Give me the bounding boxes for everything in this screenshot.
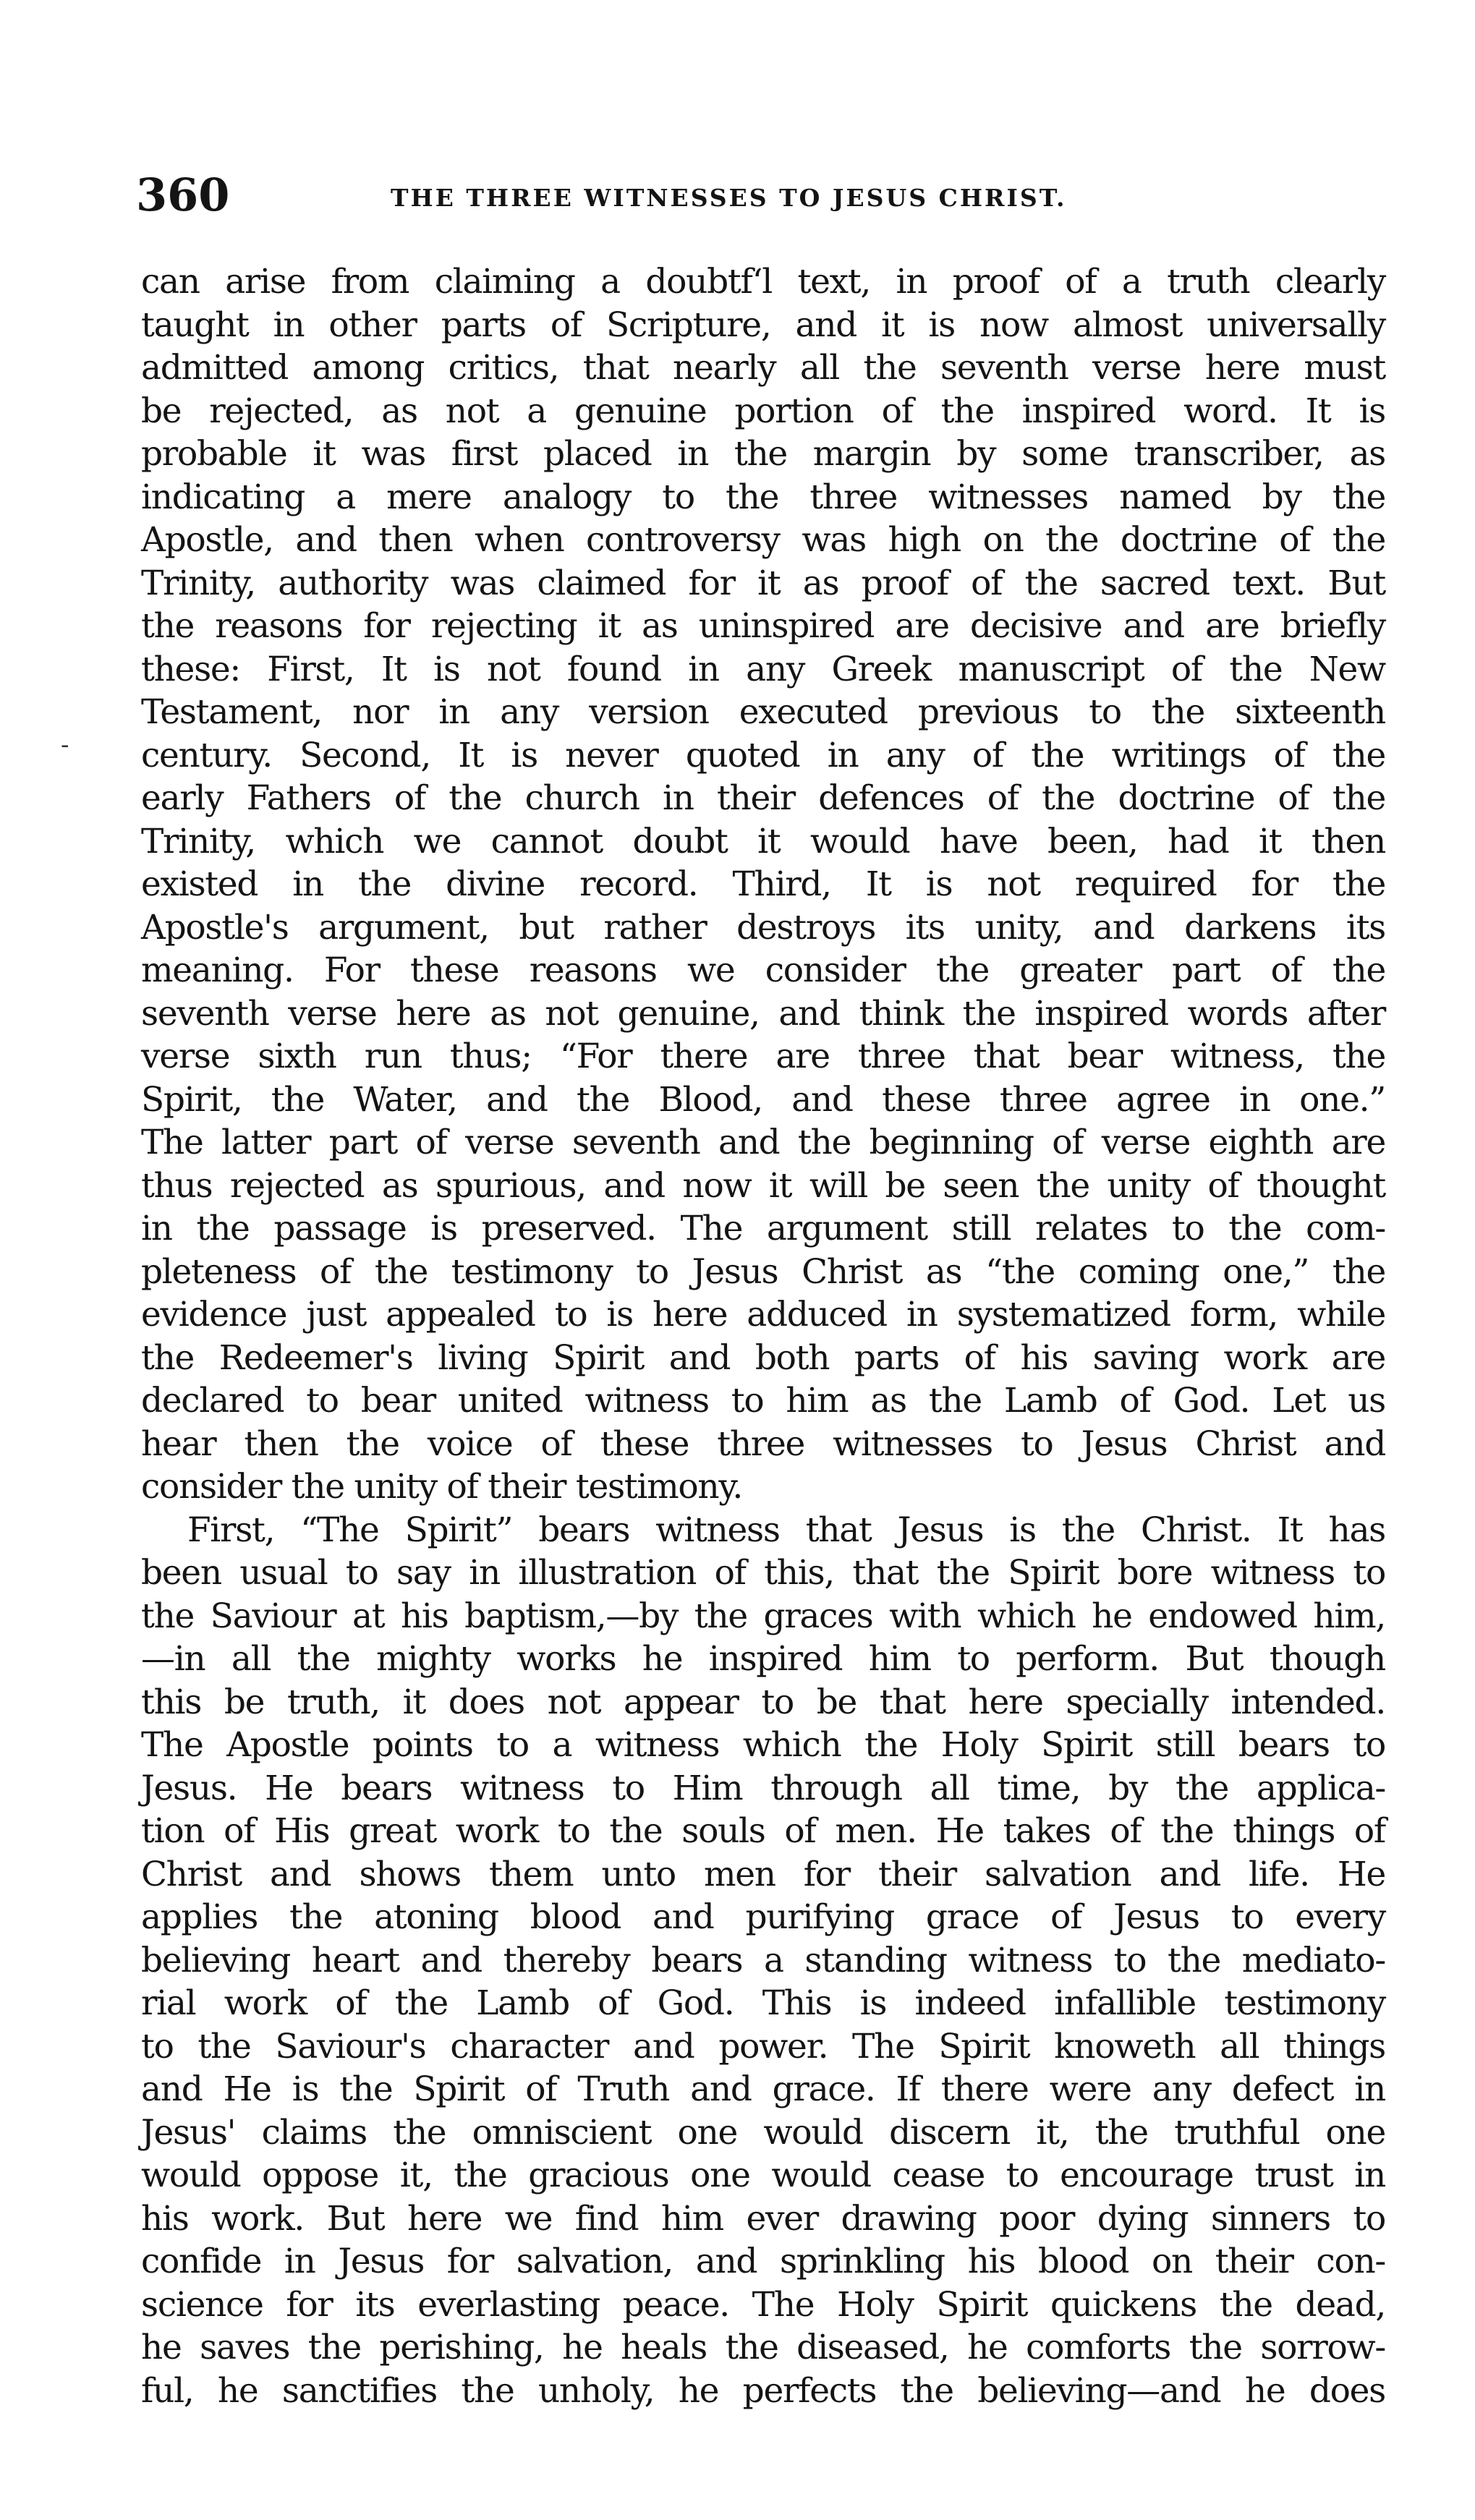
- text-line: existed in the divine record. Third, It is not required for the: [141, 864, 1385, 904]
- text-line: Apostle's argument, but rather destroys its unity, and darkens its: [141, 907, 1385, 948]
- text-line: Christ and shows them unto men for their salvation and life. He: [141, 1854, 1385, 1894]
- text-line: his work. But here we find him ever drawing poor dying sinners to: [141, 2198, 1385, 2239]
- text-line: declared to bear united witness to him as the Lamb of God. Let us: [141, 1381, 1385, 1421]
- text-line: evidence just appealed to is here adduced in systematized form, while: [141, 1295, 1385, 1335]
- text-line: the Redeemer's living Spirit and both parts of his saving work are: [141, 1337, 1385, 1378]
- text-line: admitted among critics, that nearly all the seventh verse here must: [141, 348, 1385, 388]
- text-line: probable it was first placed in the margin by some transcriber, as: [141, 434, 1385, 474]
- text-line: First, “The Spirit” bears witness that Jesus is the Christ. It has: [187, 1510, 1385, 1550]
- text-line: meaning. For these reasons we consider the greater part of the: [141, 950, 1385, 990]
- text-line: the Saviour at his baptism,—by the graces with which he endowed him,: [141, 1596, 1385, 1636]
- text-line: this be truth, it does not appear to be that here specially intended.: [141, 1682, 1385, 1722]
- page-number: 360: [136, 169, 230, 221]
- text-line: early Fathers of the church in their defences of the doctrine of the: [141, 778, 1385, 818]
- body-text: [141, 260, 1385, 2412]
- stray-mark: -: [61, 731, 69, 759]
- text-line: and He is the Spirit of Truth and grace. If there were any defect in: [141, 2069, 1385, 2109]
- text-line: in the passage is preserved. The argument still relates to the com-: [141, 1209, 1385, 1248]
- text-line: Apostle, and then when controversy was high on the doctrine of the: [141, 520, 1385, 560]
- text-line: tion of His great work to the souls of men. He takes of the things of: [141, 1811, 1385, 1851]
- text-line: can arise from claiming a doubtfʻl text, in proof of a truth clearly: [141, 262, 1385, 302]
- text-line: rial work of the Lamb of God. This is indeed infallible testimony: [141, 1983, 1385, 2023]
- text-line: Spirit, the Water, and the Blood, and these three agree in one.”: [141, 1079, 1385, 1120]
- text-line: applies the atoning blood and purifying grace of Jesus to every: [141, 1897, 1385, 1937]
- text-line: confide in Jesus for salvation, and sprinkling his blood on their con-: [141, 2242, 1385, 2281]
- text-line: consider the unity of their testimony.: [141, 1467, 742, 1507]
- running-head: THE THREE WITNESSES TO JESUS CHRIST.: [391, 184, 1067, 212]
- text-line: taught in other parts of Scripture, and it is now almost universally: [141, 305, 1385, 345]
- page-header: [136, 166, 1380, 224]
- text-line: Trinity, authority was claimed for it as proof of the sacred text. But: [141, 563, 1385, 603]
- text-line: science for its everlasting peace. The Holy Spirit quickens the dead,: [141, 2284, 1385, 2325]
- text-line: pleteness of the testimony to Jesus Christ as “the coming one,” the: [141, 1251, 1385, 1292]
- text-line: Jesus' claims the omniscient one would discern it, the truthful one: [141, 2112, 1385, 2153]
- text-line: thus rejected as spurious, and now it will be seen the unity of thought: [141, 1165, 1385, 1206]
- text-line: been usual to say in illustration of this, that the Spirit bore witness to: [141, 1553, 1385, 1593]
- text-line: he saves the perishing, he heals the diseased, he comforts the sorrow-: [141, 2328, 1385, 2367]
- text-line: The latter part of verse seventh and the beginning of verse eighth are: [141, 1123, 1385, 1162]
- text-line: Testament, nor in any version executed previous to the sixteenth: [141, 692, 1385, 732]
- text-line: be rejected, as not a genuine portion of the inspired word. It is: [141, 391, 1385, 431]
- text-line: believing heart and thereby bears a standing witness to the mediato-: [141, 1940, 1385, 1980]
- text-line: century. Second, It is never quoted in any of the writings of the: [141, 735, 1385, 775]
- text-line: the reasons for rejecting it as uninspired are decisive and are briefly: [141, 606, 1385, 646]
- text-line: Trinity, which we cannot doubt it would have been, had it then: [141, 821, 1385, 861]
- text-line: —in all the mighty works he inspired him to perform. But though: [141, 1639, 1385, 1679]
- text-line: verse sixth run thus; “For there are three that bear witness, the: [141, 1036, 1385, 1076]
- text-line: these: First, It is not found in any Greek manuscript of the New: [141, 649, 1385, 689]
- text-line: hear then the voice of these three witnesses to Jesus Christ and: [141, 1423, 1385, 1464]
- text-line: indicating a mere analogy to the three witnesses named by the: [141, 477, 1385, 517]
- text-line: Jesus. He bears witness to Him through all time, by the applica-: [141, 1768, 1385, 1808]
- text-line: The Apostle points to a witness which the Holy Spirit still bears to: [141, 1725, 1385, 1765]
- text-line: to the Saviour's character and power. The Spirit knoweth all things: [141, 2026, 1385, 2066]
- text-line: ful, he sanctifies the unholy, he perfects the believing—and he does: [141, 2370, 1385, 2411]
- text-line: seventh verse here as not genuine, and think the inspired words after: [141, 993, 1385, 1034]
- text-line: would oppose it, the gracious one would cease to encourage trust in: [141, 2155, 1385, 2195]
